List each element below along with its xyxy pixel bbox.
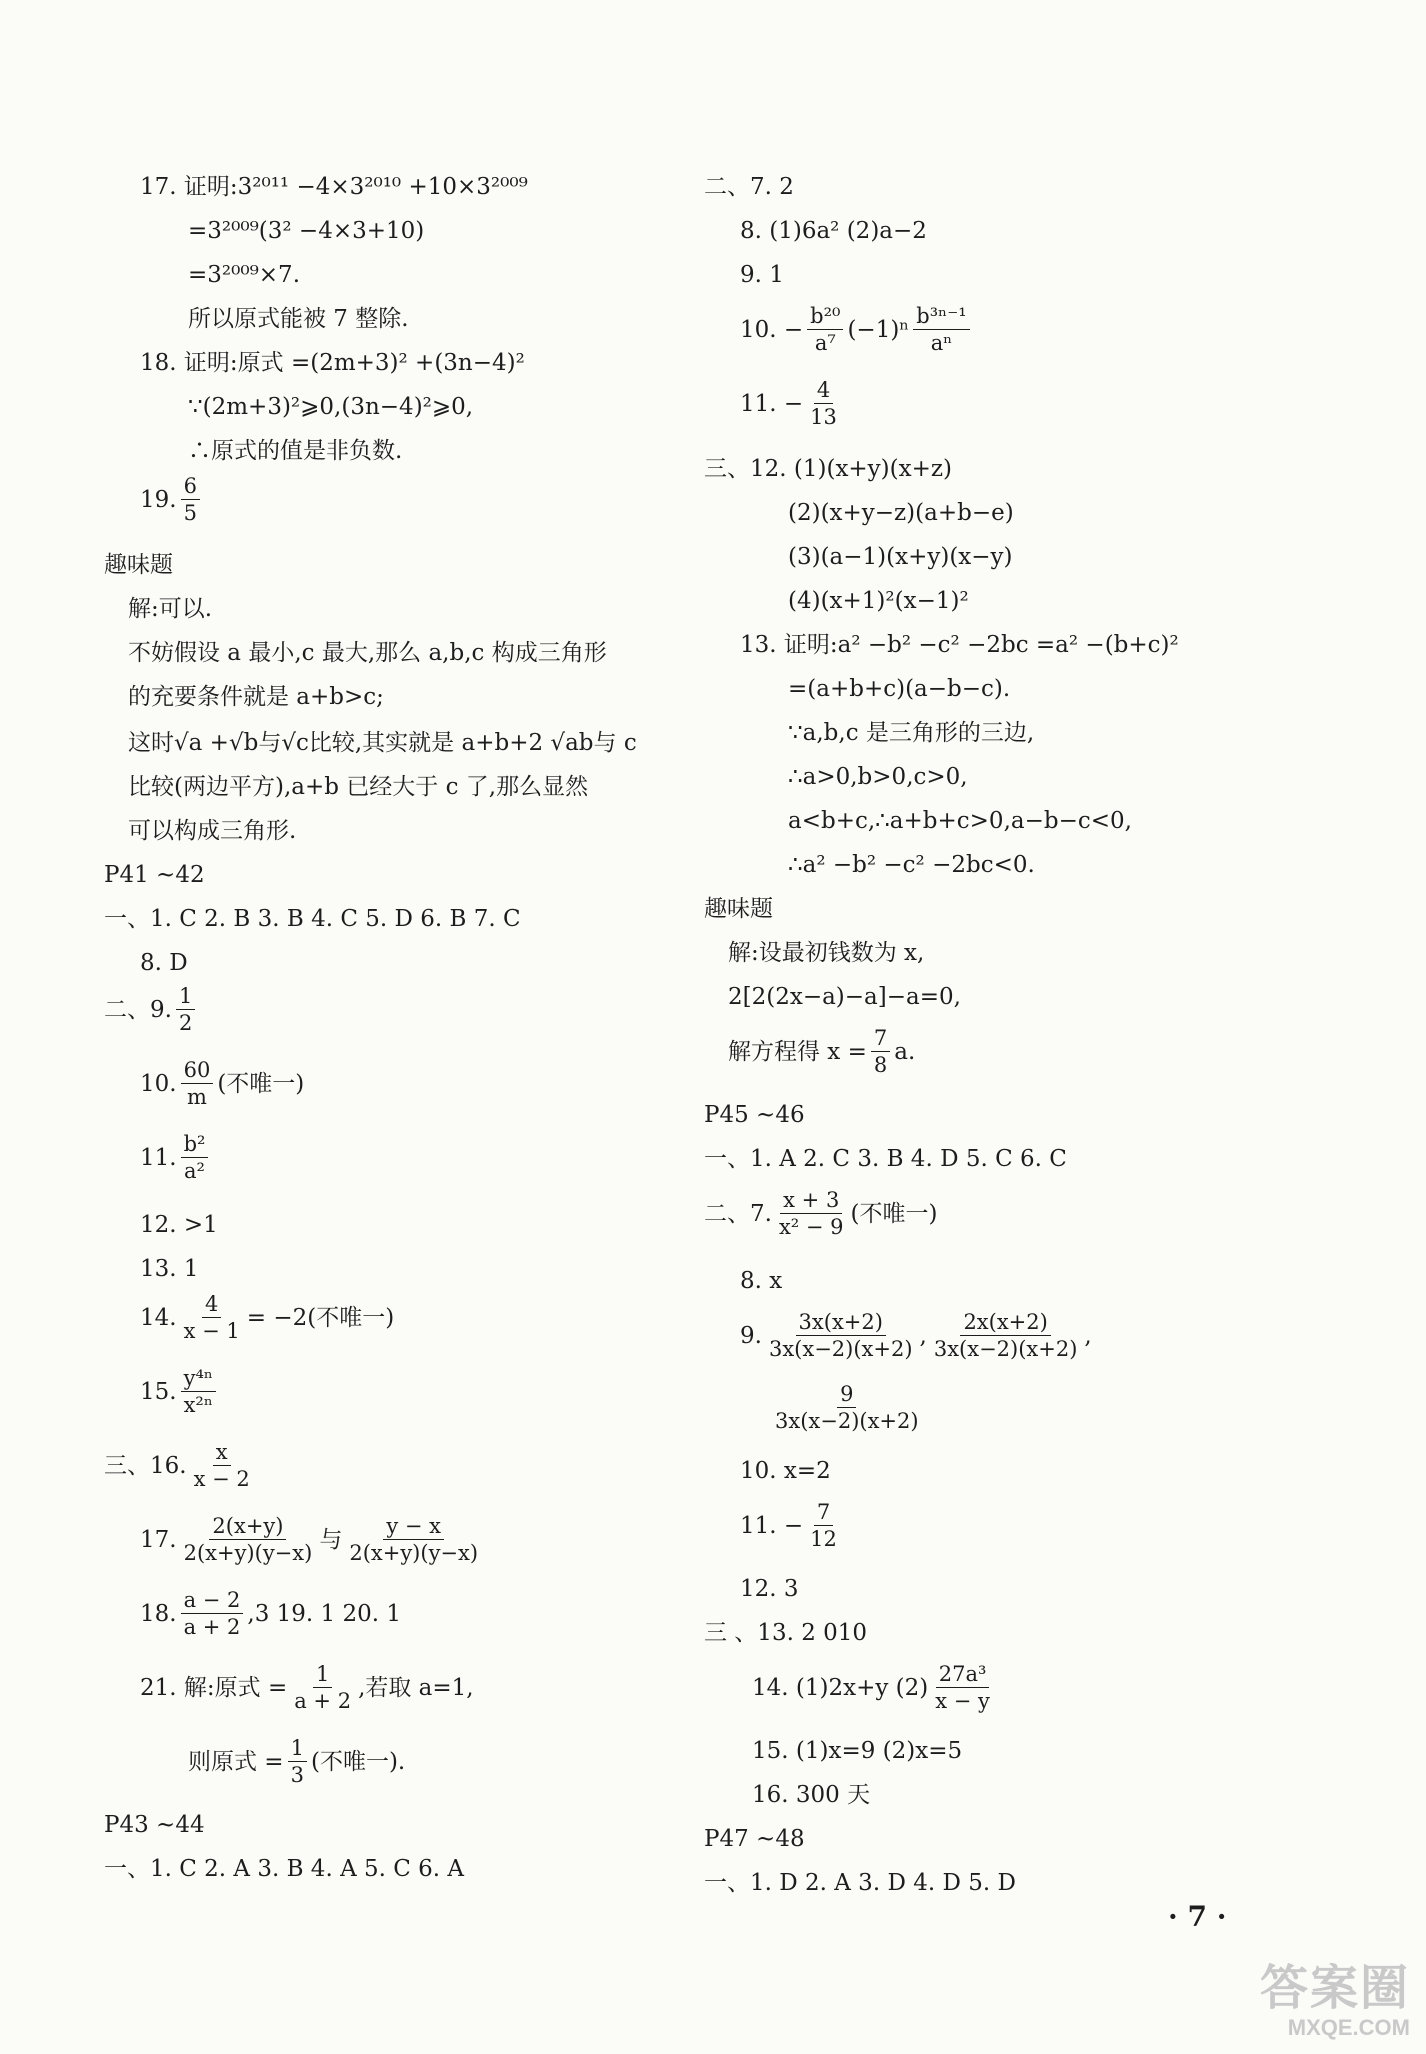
fraction-numerator: 7: [814, 1500, 833, 1526]
answer-line: 趣味题: [704, 896, 773, 922]
fraction-numerator: 1: [176, 984, 195, 1010]
fraction: [181, 1588, 244, 1639]
answer-label: 9.: [740, 1322, 762, 1349]
answer-line: 可以构成三角形.: [128, 818, 297, 844]
answer-line: 比较(两边平方),a+b 已经大于 c 了,那么显然: [128, 774, 589, 800]
answer-text: ,3 19. 1 20. 1: [247, 1600, 402, 1627]
answer-text: (−1)ⁿ: [847, 316, 910, 343]
fraction-numerator: 2x(x+2): [960, 1310, 1050, 1336]
watermark-logo: [1245, 1962, 1410, 2044]
answer-line: P45 ~46: [704, 1102, 805, 1128]
fraction-denominator: x²ⁿ: [183, 1393, 213, 1417]
answer-line: 8. (1)6a² (2)a−2: [740, 218, 927, 244]
fraction-denominator: a⁷: [814, 331, 836, 355]
fraction-denominator: 3: [290, 1763, 304, 1787]
fraction-numerator: 6: [181, 474, 200, 500]
answer-line: ∵a,b,c 是三角形的三边,: [788, 720, 1035, 746]
answer-line: 二、7. 2: [704, 174, 794, 200]
fraction: [181, 1058, 214, 1109]
fraction: [181, 474, 200, 525]
answer-line: 18. 证明:原式 =(2m+3)² +(3n−4)²: [140, 350, 525, 376]
answer-label: 10.: [140, 1070, 177, 1097]
answer-line: 12. >1: [140, 1212, 218, 1238]
fraction: [766, 1310, 916, 1361]
fraction-numerator: 9: [837, 1382, 856, 1408]
fraction-denominator: 8: [873, 1053, 888, 1077]
fraction: [181, 1132, 209, 1183]
fraction: [807, 1500, 840, 1551]
fraction: [346, 1514, 481, 1565]
answer-line: [104, 1440, 257, 1491]
answer-line: 16. 300 天: [752, 1782, 871, 1808]
fraction: [288, 1736, 307, 1787]
fraction-numerator: y − x: [383, 1514, 444, 1540]
fraction: [176, 984, 195, 1035]
answer-line: [740, 1500, 844, 1551]
answer-label: 19.: [140, 486, 177, 513]
fraction: [291, 1662, 354, 1713]
answer-label: 三、16.: [104, 1452, 187, 1479]
fraction-numerator: a − 2: [181, 1588, 244, 1614]
answer-label: 14. (1)2x+y (2): [752, 1674, 929, 1701]
answer-line: =(a+b+c)(a−b−c).: [788, 676, 1011, 702]
fraction-denominator: 5: [183, 501, 197, 525]
answer-line: ∴a² −b² −c² −2bc<0.: [788, 852, 1035, 878]
answer-text: ,若取 a=1,: [358, 1674, 474, 1701]
fraction: [181, 1366, 216, 1417]
answer-line: [140, 1366, 220, 1417]
fraction: [772, 1382, 922, 1433]
fraction-numerator: 7: [871, 1026, 890, 1052]
answer-line: 的充要条件就是 a+b>c;: [128, 684, 384, 710]
fraction-denominator: a²: [184, 1159, 205, 1183]
answer-line: (4)(x+1)²(x−1)²: [788, 588, 969, 614]
page-number: · 7 ·: [1168, 1900, 1227, 1933]
answer-text: ,: [1084, 1322, 1092, 1349]
answer-line: [140, 1662, 474, 1713]
fraction-numerator: 2(x+y): [209, 1514, 286, 1540]
answer-line: 趣味题: [104, 552, 173, 578]
answer-line: [140, 1588, 401, 1639]
fraction-denominator: 3x(x−2)(x+2): [768, 1337, 913, 1361]
answer-line: (2)(x+y−z)(a+b−e): [788, 500, 1014, 526]
answer-label: 二、7.: [704, 1200, 772, 1227]
fraction-denominator: a + 2: [183, 1615, 241, 1639]
answer-line: [740, 304, 974, 355]
fraction: [932, 1662, 993, 1713]
fraction-numerator: 3x(x+2): [796, 1310, 886, 1336]
answer-line: P41 ~42: [104, 862, 205, 888]
answer-line: 8. D: [140, 950, 188, 976]
answer-line: [140, 1132, 212, 1183]
answer-label: 14.: [140, 1304, 177, 1331]
answer-line: [704, 1188, 937, 1239]
answer-line: 13. 证明:a² −b² −c² −2bc =a² −(b+c)²: [740, 632, 1179, 658]
answer-line: 12. 3: [740, 1576, 799, 1602]
answer-line: 这时√a +√b与√c比较,其实就是 a+b+2 √ab与 c: [128, 730, 637, 756]
fraction-numerator: 4: [814, 378, 833, 404]
answer-label: 17.: [140, 1526, 177, 1553]
answer-line: P47 ~48: [704, 1826, 805, 1852]
answer-line: 三、12. (1)(x+y)(x+z): [704, 456, 952, 482]
fraction-numerator: 1: [313, 1662, 332, 1688]
answer-line: 解:设最初钱数为 x,: [728, 940, 925, 966]
answer-line: 15. (1)x=9 (2)x=5: [752, 1738, 963, 1764]
answer-line: 解:可以.: [128, 596, 213, 622]
fraction-denominator: x² − 9: [778, 1215, 844, 1239]
answer-line: ∴原式的值是非负数.: [188, 438, 403, 464]
fraction: [807, 304, 843, 355]
answer-text: = −2(不唯一): [246, 1304, 395, 1331]
fraction: [776, 1188, 847, 1239]
watermark-logo-text: 答案圈: [1259, 1962, 1410, 2015]
answer-label: 10. −: [740, 316, 804, 343]
fraction-denominator: 2: [178, 1011, 193, 1035]
answer-label: 11.: [140, 1144, 177, 1171]
answer-line: ∴a>0,b>0,c>0,: [788, 764, 968, 790]
watermark-site-text: MXQE.COM: [1287, 2015, 1410, 2040]
answer-line: [140, 1514, 485, 1565]
answer-label: 11. −: [740, 1512, 804, 1539]
answer-label: 11. −: [740, 390, 804, 417]
answer-line: 不妨假设 a 最小,c 最大,那么 a,b,c 构成三角形: [128, 640, 607, 666]
answer-text: ,: [919, 1322, 927, 1349]
fraction-denominator: 3x(x−2)(x+2): [775, 1409, 919, 1433]
answer-line: P43 ~44: [104, 1812, 205, 1838]
answer-label: 18.: [140, 1600, 177, 1627]
fraction: [191, 1440, 253, 1491]
fraction-numerator: x + 3: [780, 1188, 842, 1214]
fraction-denominator: x − 1: [183, 1319, 240, 1343]
answer-line: [768, 1382, 926, 1433]
fraction: [181, 1514, 316, 1565]
answer-line: [740, 1310, 1092, 1361]
fraction-numerator: b²: [181, 1132, 209, 1158]
fraction-denominator: 12: [810, 1527, 837, 1551]
answer-line: 一、1. C 2. B 3. B 4. C 5. D 6. B 7. C: [104, 906, 521, 932]
fraction-numerator: b³ⁿ⁻¹: [913, 304, 969, 330]
answer-line: 8. x: [740, 1268, 783, 1294]
answer-text: 与: [319, 1526, 343, 1553]
answer-line: 2[2(2x−a)−a]−a=0,: [728, 984, 961, 1010]
fraction: [931, 1310, 1081, 1361]
answer-line: =3²⁰⁰⁹(3² −4×3+10): [188, 218, 425, 244]
answer-text: (不唯一): [850, 1200, 938, 1227]
answer-label: 解方程得 x =: [728, 1038, 867, 1065]
fraction-numerator: 60: [181, 1058, 214, 1084]
answer-line: 所以原式能被 7 整除.: [188, 306, 409, 332]
answer-line: 13. 1: [140, 1256, 199, 1282]
fraction-denominator: a + 2: [294, 1689, 352, 1713]
answer-line: 17. 证明:3²⁰¹¹ −4×3²⁰¹⁰ +10×3²⁰⁰⁹: [140, 174, 528, 200]
answer-line: [104, 984, 199, 1035]
answer-label: 15.: [140, 1378, 177, 1405]
fraction-denominator: aⁿ: [930, 331, 953, 355]
fraction-denominator: m: [186, 1085, 207, 1109]
answer-line: [752, 1662, 997, 1713]
answer-line: (3)(a−1)(x+y)(x−y): [788, 544, 1013, 570]
answer-line: [740, 378, 844, 429]
answer-text: (不唯一).: [310, 1748, 406, 1775]
answer-line: 一、1. A 2. C 3. B 4. D 5. C 6. C: [704, 1146, 1067, 1172]
answer-text: a.: [894, 1038, 916, 1065]
answer-line: 10. x=2: [740, 1458, 831, 1484]
fraction-denominator: 2(x+y)(y−x): [183, 1541, 313, 1565]
answer-line: [140, 1058, 304, 1109]
fraction-denominator: 2(x+y)(y−x): [349, 1541, 479, 1565]
answer-line: 9. 1: [740, 262, 784, 288]
answer-text: (不唯一): [217, 1070, 305, 1097]
fraction-numerator: y⁴ⁿ: [181, 1366, 216, 1392]
fraction-numerator: 1: [288, 1736, 307, 1762]
answer-label: 二、9.: [104, 996, 172, 1023]
answer-line: [140, 1292, 394, 1343]
fraction-numerator: 4: [202, 1292, 221, 1318]
fraction-numerator: x: [213, 1440, 231, 1466]
answer-line: 一、1. D 2. A 3. D 4. D 5. D: [704, 1870, 1016, 1896]
fraction-denominator: 3x(x−2)(x+2): [933, 1337, 1078, 1361]
fraction-numerator: 27a³: [936, 1662, 990, 1688]
fraction-denominator: x − 2: [193, 1467, 250, 1491]
fraction: [913, 304, 969, 355]
fraction-denominator: 13: [810, 405, 837, 429]
answer-line: a<b+c,∴a+b+c>0,a−b−c<0,: [788, 808, 1132, 834]
answer-line: ∵(2m+3)²⩾0,(3n−4)²⩾0,: [188, 394, 474, 420]
fraction-denominator: x − y: [935, 1689, 990, 1713]
fraction: [181, 1292, 243, 1343]
answer-line: 一、1. C 2. A 3. B 4. A 5. C 6. A: [104, 1856, 465, 1882]
answer-line: [728, 1026, 915, 1077]
answer-line: [188, 1736, 405, 1787]
fraction-numerator: b²⁰: [807, 304, 843, 330]
answer-label: 21. 解:原式 =: [140, 1674, 288, 1701]
answer-line: =3²⁰⁰⁹×7.: [188, 262, 301, 288]
answer-label: 则原式 =: [188, 1748, 284, 1775]
fraction: [871, 1026, 890, 1077]
fraction: [807, 378, 840, 429]
answer-line: 三 、13. 2 010: [704, 1620, 868, 1646]
answer-line: [140, 474, 204, 525]
